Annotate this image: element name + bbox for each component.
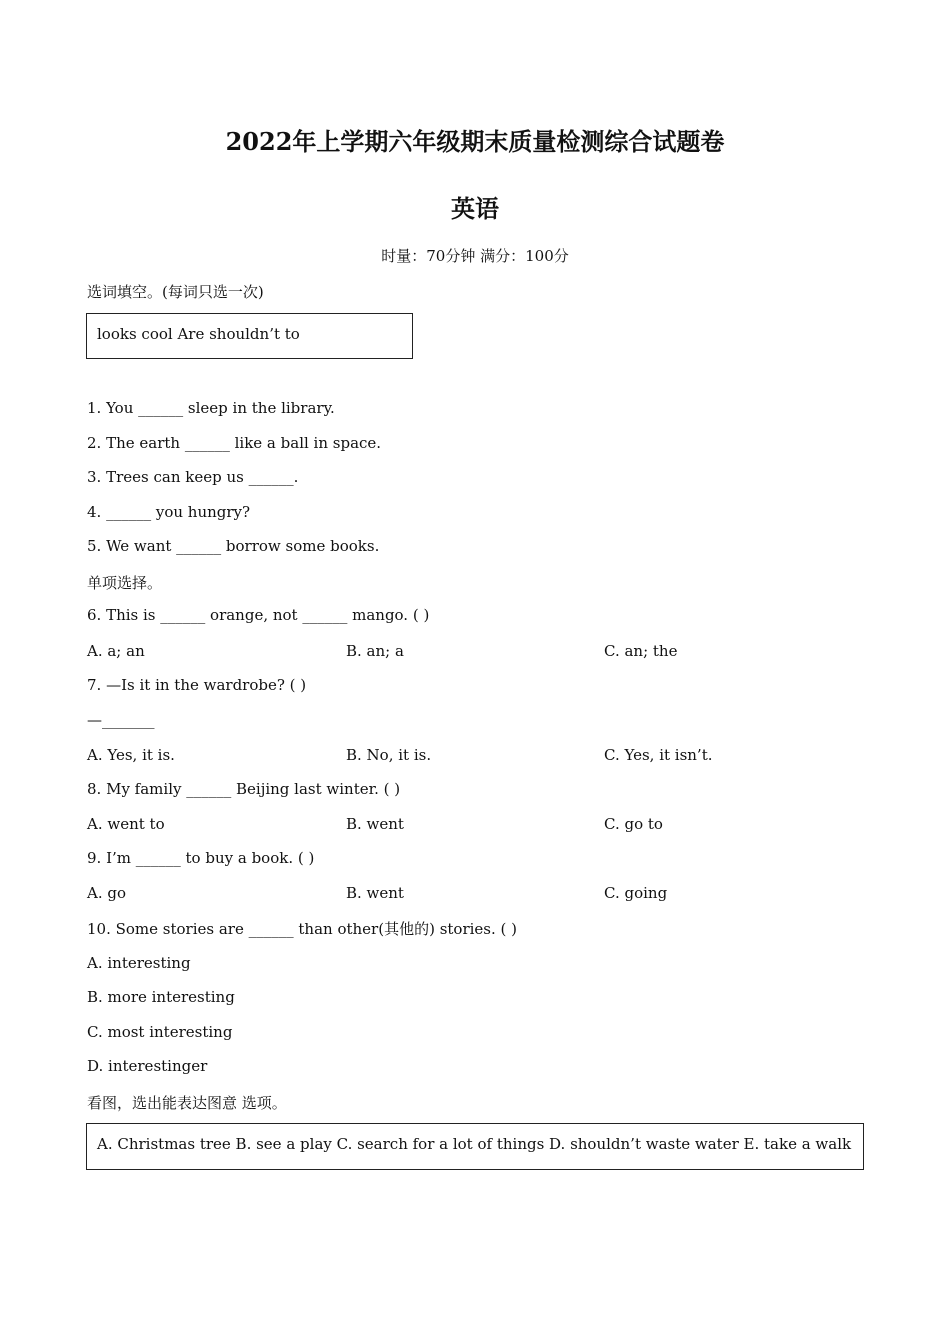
section2-instruction: 单项选择。: [87, 574, 163, 592]
question-6: 6. This is ______ orange, not ______ mango. ( ): [87, 606, 430, 624]
q8-option-c: C. go to: [604, 815, 663, 833]
question-3: 3. Trees can keep us ______.: [87, 468, 299, 486]
section3-instruction: 看图，选出能表达图意 选项。: [87, 1094, 287, 1112]
q8-option-a: A. went to: [87, 815, 165, 833]
page-title: 2022年上学期六年级期末质量检测综合试题卷: [225, 127, 725, 156]
picture-options-box: [86, 1123, 864, 1170]
question-9: 9. I’m ______ to buy a book. ( ): [87, 849, 315, 867]
word-bank-box: [86, 313, 413, 359]
q6-option-b: B. an; a: [346, 642, 404, 660]
q6-option-a: A. a; an: [87, 642, 145, 660]
q7-option-a: A. Yes, it is.: [87, 746, 175, 764]
question-4: 4. ______ you hungry?: [87, 503, 251, 521]
q10-option-a: A. interesting: [87, 954, 191, 972]
section1-instruction: 选词填空。(每词只选一次): [87, 283, 264, 301]
question-7: 7. —Is it in the wardrobe? ( ): [87, 676, 307, 694]
q7-option-c: C. Yes, it isn’t.: [604, 746, 713, 764]
q7-option-b: B. No, it is.: [346, 746, 432, 764]
q10-option-d: D. interestinger: [87, 1057, 208, 1075]
question-2: 2. The earth ______ like a ball in space.: [87, 434, 382, 452]
question-1: 1. You ______ sleep in the library.: [87, 399, 335, 417]
q9-option-a: A. go: [87, 884, 127, 902]
q10-option-b: B. more interesting: [87, 988, 235, 1006]
q8-option-b: B. went: [346, 815, 404, 833]
question-10: 10. Some stories are ______ than other(其他的) stories. ( ): [87, 920, 517, 938]
q7-answer-line: —_______: [87, 711, 155, 729]
q6-option-c: C. an; the: [604, 642, 678, 660]
question-5: 5. We want ______ borrow some books.: [87, 537, 380, 555]
q9-option-b: B. went: [346, 884, 404, 902]
q9-option-c: C. going: [604, 884, 668, 902]
picture-options-text: A. Christmas tree B. see a play C. search for a lot of things D. shouldn’t waste water E. take a walk: [97, 1135, 852, 1153]
subject-title: 英语: [451, 194, 499, 223]
exam-meta: 时量：70分钟 满分：100分: [381, 247, 569, 265]
word-bank-text: looks cool Are shouldn’t to: [97, 325, 300, 343]
q10-option-c: C. most interesting: [87, 1023, 233, 1041]
question-8: 8. My family ______ Beijing last winter. ( ): [87, 780, 401, 798]
